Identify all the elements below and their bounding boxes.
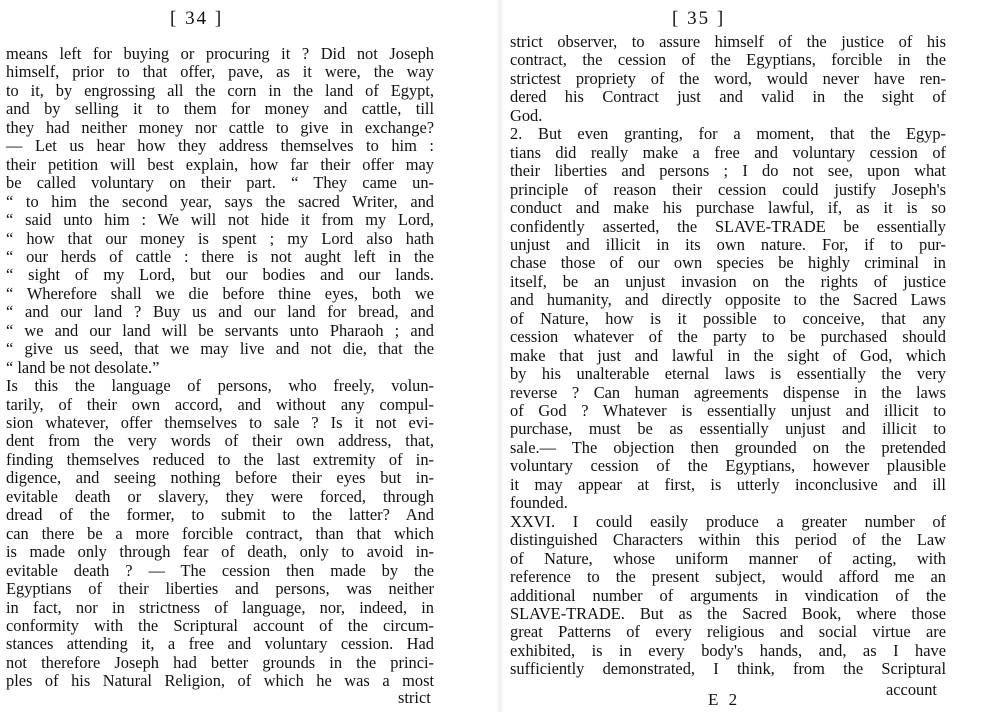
text-line: distinguished Characters within this period of the Law (510, 530, 946, 550)
text-line: they had neither money nor cattle to give in exchange? (6, 117, 434, 137)
text-line: “ to him the second year, says the sacred Writer, and (6, 191, 434, 211)
text-line: tarily, of their own accord, and without any compul- (6, 394, 434, 414)
text-line: XXVI. I could easily produce a greater number of (510, 511, 946, 531)
text-line: cession whatever of the party to be purchased should (510, 327, 946, 347)
text-line: to it, by engrossing all the corn in the land of Egypt, (6, 80, 434, 100)
text-line: of God ? Whatever is essentially unjust and illicit to (510, 401, 946, 420)
text-line: and humanity, and directly opposite to the Sacred Laws (510, 290, 946, 310)
text-line: “ Wherefore shall we die before thine eyes, both we (6, 283, 434, 303)
catchword: account (886, 680, 937, 699)
text-line: it may appear at first, is utterly inconclusive and ill (510, 474, 946, 494)
text-line: dent from the very words of their own address, that, (6, 431, 434, 451)
text-line: God. (510, 105, 543, 125)
text-line: voluntary cession of the Egyptians, however plausible (510, 456, 946, 476)
text-line: — Let us hear how they address themselves to him : (6, 136, 434, 156)
text-line: “ how that our money is spent ; my Lord also hath (6, 228, 434, 248)
text-line: great Patterns of every religious and social virtue are (510, 622, 946, 642)
text-line: sale.— The objection then grounded on the pretended (510, 437, 946, 457)
text-line: of Nature, whose uniform manner of acting, with (510, 548, 946, 568)
text-line: dered his Contract just and valid in the sight of (510, 87, 946, 107)
text-line: founded. (510, 493, 568, 513)
text-line: confidently asserted, the SLAVE-TRADE be essentially (510, 216, 946, 236)
text-line: chase those of our own species be highly criminal in (510, 253, 946, 273)
text-line: itself, be an unjust invasion on the rights of justice (510, 271, 946, 291)
page-number: [ 34 ] (170, 8, 224, 29)
text-line: tians did really make a free and voluntary cession of (510, 142, 946, 162)
text-line: SLAVE-TRADE. But as the Sacred Book, where those (510, 603, 946, 623)
right-page (500, 0, 1000, 712)
text-line: “ we and our land will be servants unto Pharaoh ; and (6, 320, 434, 340)
text-line: stances attending it, a free and voluntary cession. Had (6, 634, 434, 654)
text-line: principle of reason their cession could justify Joseph's (510, 179, 946, 199)
text-line: strict observer, to assure himself of the justice of his (510, 32, 946, 51)
text-line: be called voluntary on their part. “ They came un- (6, 173, 434, 193)
text-line: “ sight of my Lord, but our bodies and our lands. (6, 265, 434, 285)
catchword: strict (398, 688, 431, 707)
text-line: is made only through fear of death, only to avoid in- (6, 542, 434, 562)
text-line: sion whatever, offer themselves to sale ? Is it not evi- (6, 413, 434, 432)
text-line: evitable death or slavery, they were forced, through (6, 486, 434, 506)
text-line: their petition will best explain, how far their offer may (6, 154, 434, 174)
text-line: contract, the cession of the Egyptians, forcible in the (510, 50, 946, 70)
signature-mark: E 2 (708, 690, 741, 709)
text-line: evitable death ? — The cession then made by the (6, 560, 434, 580)
text-line: sufficiently demonstrated, I think, from the Scriptural (510, 659, 946, 679)
text-line: “ and our land ? Buy us and our land for bread, and (6, 302, 434, 322)
text-line: by his unalterable eternal laws is essentially the very (510, 364, 946, 384)
text-line: “ our herds of cattle : there is not aught left in the (6, 246, 434, 266)
page-number: [ 35 ] (672, 8, 726, 29)
text-line: exhibited, is in every body's hands, and, as I have (510, 640, 946, 660)
text-line: “ give us seed, that we may live and not die, that the (6, 339, 434, 359)
text-line: can there be a more forcible contract, than that which (6, 523, 434, 543)
text-line: conformity with the Scriptural account of the circum- (6, 615, 434, 635)
text-line: Egyptians of their liberties and persons, was neither (6, 579, 434, 599)
text-line: additional number of arguments in vindication of the (510, 585, 946, 605)
text-line: ples of his Natural Religion, of which he was a most (6, 671, 434, 691)
text-line: Is this the language of persons, who freely, volun- (6, 376, 434, 396)
text-line: himself, prior to that offer, pave, as it were, the way (6, 62, 434, 82)
text-line: digence, and seeing nothing before their eyes but in- (6, 468, 434, 488)
text-line: finding themselves reduced to the last extremity of in- (6, 449, 434, 469)
text-line: 2. But even granting, for a moment, that the Egyp- (510, 124, 946, 144)
text-line: not therefore Joseph had better grounds in the princi- (6, 652, 434, 672)
text-line: strictest propriety of the word, would never have ren- (510, 68, 946, 88)
text-line: their liberties and persons ; I do not see, upon what (510, 161, 946, 181)
text-line: conduct and make his purchase lawful, if, as it is so (510, 198, 946, 218)
text-line: reference to the present subject, would afford me an (510, 567, 946, 587)
text-line: purchase, must be as essentially unjust and illicit to (510, 419, 946, 439)
text-line: reverse ? Can human agreements dispense in the laws (510, 382, 946, 402)
text-line: make that just and lawful in the sight of God, which (510, 345, 946, 365)
text-line: “ land be not desolate.” (6, 357, 160, 377)
text-line: and by selling it to them for money and cattle, till (6, 99, 434, 119)
text-line: in fact, nor in strictness of language, nor, indeed, in (6, 597, 434, 617)
text-line: means left for buying or procuring it ? Did not Joseph (6, 44, 434, 63)
text-line: of Nature, how is it possible to conceive, that any (510, 308, 946, 328)
text-line: dread of the former, to submit to the latter? And (6, 505, 434, 525)
text-line: “ said unto him : We will not hide it from my Lord, (6, 210, 434, 230)
text-line: unjust and illicit in its own nature. For, if to pur- (510, 234, 946, 254)
